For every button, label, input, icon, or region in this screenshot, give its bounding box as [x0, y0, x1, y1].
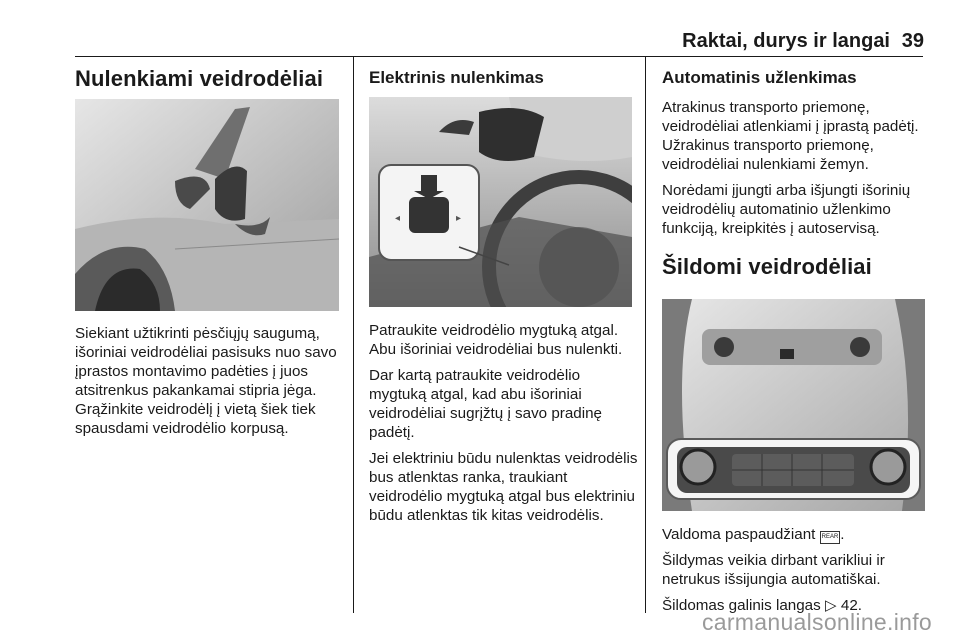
climate-control-image [662, 299, 925, 511]
paragraph: Patraukite veidrodėlio mygtuką atgal. Abu išoriniai veidrodėliai bus nulenkti. [369, 322, 623, 358]
svg-text:▸: ▸ [456, 213, 462, 224]
column-divider-1 [353, 57, 354, 613]
section-heading: Automatinis užlenkimas [662, 68, 857, 87]
middle-heading-wrap [369, 68, 639, 88]
header-rule [75, 56, 923, 57]
svg-text:◂: ◂ [395, 213, 401, 224]
paragraph: Norėdami įjungti arba išjungti išorinių veidrodėlių automatinio užlenkimo funkciją, kreipkitės į autoservisą. [662, 182, 911, 237]
middle-text [369, 321, 641, 532]
paragraph-text: . [840, 526, 845, 543]
header-title: Raktai, durys ir langai [682, 30, 890, 52]
watermark: carmanualsonline.info [701, 609, 932, 635]
paragraph: Siekiant užtikrinti pėsčiųjų saugumą, išoriniai veidrodėliai pasisuks nuo savo įprastos montavimo padėties į juos atsitrenkus pakankamai stipria jėga. Grąžinkite veidrodėlį į vietą šiek tiek spausdami veidrodėlio korpusą. [75, 325, 337, 437]
section-heading: Nulenkiami veidrodėliai [75, 66, 324, 91]
paragraph: Atrakinus transporto priemonę, veidrodėliai atlenkiami į įprastą padėtį. Užrakinus transporto priemonę, veidrodėliai nulenkiami žemyn. [662, 99, 919, 173]
page-reference-link[interactable]: 42. [840, 597, 862, 614]
right-top-text [662, 68, 940, 280]
mirror-fold-image [75, 99, 339, 311]
column-divider-2 [645, 57, 646, 613]
section-heading-heated-mirrors: Šildomi veidrodėliai [662, 254, 872, 279]
paragraph-valdoma [662, 525, 940, 544]
left-column [75, 66, 347, 92]
right-bottom-text [662, 525, 940, 622]
paragraph: Dar kartą patraukite veidrodėlio mygtuką atgal, kad abu išoriniai veidrodėliai sugrįžtų į savo pradinę padėtį. [369, 367, 603, 441]
page-number: 39 [901, 30, 924, 52]
rear-window-heat-icon: REAR [820, 531, 841, 544]
paragraph-text: Šildomas galinis langas [662, 597, 821, 614]
paragraph: Šildymas veikia dirbant varikliui ir netrukus išsijungia automatiškai. [662, 552, 885, 588]
paragraph-text: Valdoma paspaudžiant [662, 526, 816, 543]
left-text [75, 324, 350, 445]
cross-reference-arrow-icon: ▷ [824, 597, 837, 614]
mirror-switch-image [369, 97, 632, 307]
paragraph: Jei elektriniu būdu nulenktas veidrodėlis bus atlenktas ranka, traukiant veidrodėlio mygtuką atgal bus elektriniu būdu atlenktas tik kitas veidrodėlis. [369, 450, 638, 524]
section-heading: Elektrinis nulenkimas [369, 68, 544, 87]
